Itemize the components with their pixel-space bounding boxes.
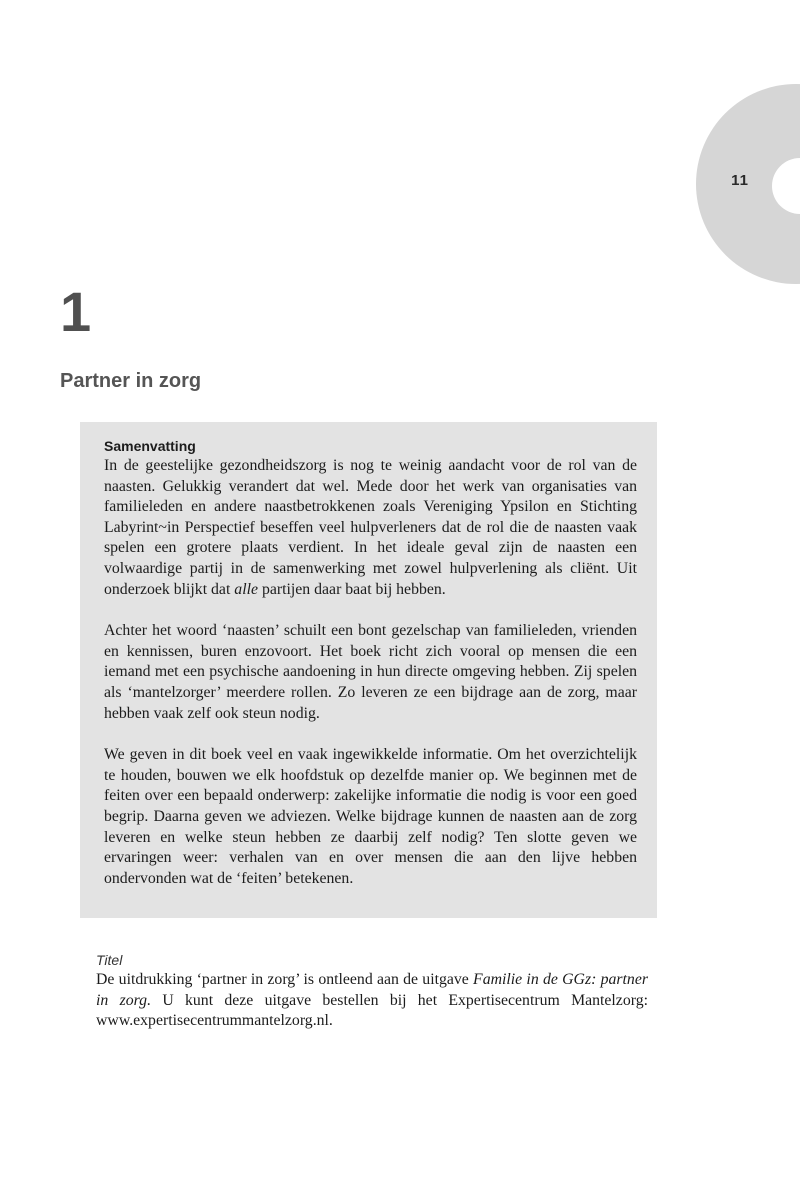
- summary-paragraph-3: We geven in dit boek veel en vaak ingewikkelde informatie. Om het overzichtelijk te houden, bouwen we elk hoofdstuk op dezelfde manier op. We beginnen met de feiten over een bepaald onderwerp: zakelijke informatie die nodig is voor een goed begrip. Daarna geven we adviezen. Welke bijdrage kunnen de naasten aan de zorg leveren en welke steun hebben ze daarbij zelf nodig? Ten slotte geven we ervaringen weer: verhalen van en over mensen die aan den lijve hebben ondervonden wat de ‘feiten’ betekenen.: [104, 746, 637, 887]
- summary-paragraph-2: Achter het woord ‘naasten’ schuilt een bont gezelschap van familieleden, vrienden en kennissen, buren enzovoort. Het boek richt zich vooral op mensen die een iemand met een psychische aandoening in hun directe omgeving hebben. Zij spelen als ‘mantelzorger’ meerdere rollen. Zo leveren ze een bijdrage aan de zorg, maar hebben vaak zelf ook steun nodig.: [104, 622, 637, 722]
- summary-paragraph-1: [104, 456, 637, 600]
- note-publication-title: Familie in de GGz: partner in zorg.: [96, 971, 648, 1009]
- note-text-end: U kunt deze uitgave bestellen bij het Expertisecentrum Mantelzorg: www.expertisecentrummantelzorg.nl.: [96, 991, 648, 1030]
- summary-paragraph-1-emphasis: alle: [234, 580, 258, 598]
- summary-paragraph-1-end: partijen daar baat bij hebben.: [258, 580, 446, 598]
- summary-heading: Samenvatting: [104, 438, 196, 454]
- summary-paragraph-1-text: In de geestelijke gezondheidszorg is nog te weinig aandacht voor de rol van de naasten. Gelukkig verandert dat wel. Mede door het werk van organisaties van familieleden en andere naastbetrokkenen zoals Vereniging Ypsilon en Stichting Labyrint~in Perspectief beseffen veel hulpverleners dat de rol die de naasten vaak spelen een grotere plaats verdient. In het ideale geval zijn de naasten een volwaardige partij in de samenwerking met zowel hulpverlening als cliënt. Uit onderzoek blijkt dat: [104, 457, 637, 598]
- chapter-title: Partner in zorg: [60, 370, 202, 392]
- page-number: 11: [731, 172, 749, 189]
- note-paragraph: [96, 970, 648, 1032]
- note-heading: Titel: [96, 952, 123, 968]
- note-text: De uitdrukking ‘partner in zorg’ is ontleend aan de uitgave: [96, 971, 474, 988]
- chapter-number: 1: [60, 280, 92, 343]
- summary-box: [80, 422, 657, 918]
- title-note: [96, 950, 648, 1032]
